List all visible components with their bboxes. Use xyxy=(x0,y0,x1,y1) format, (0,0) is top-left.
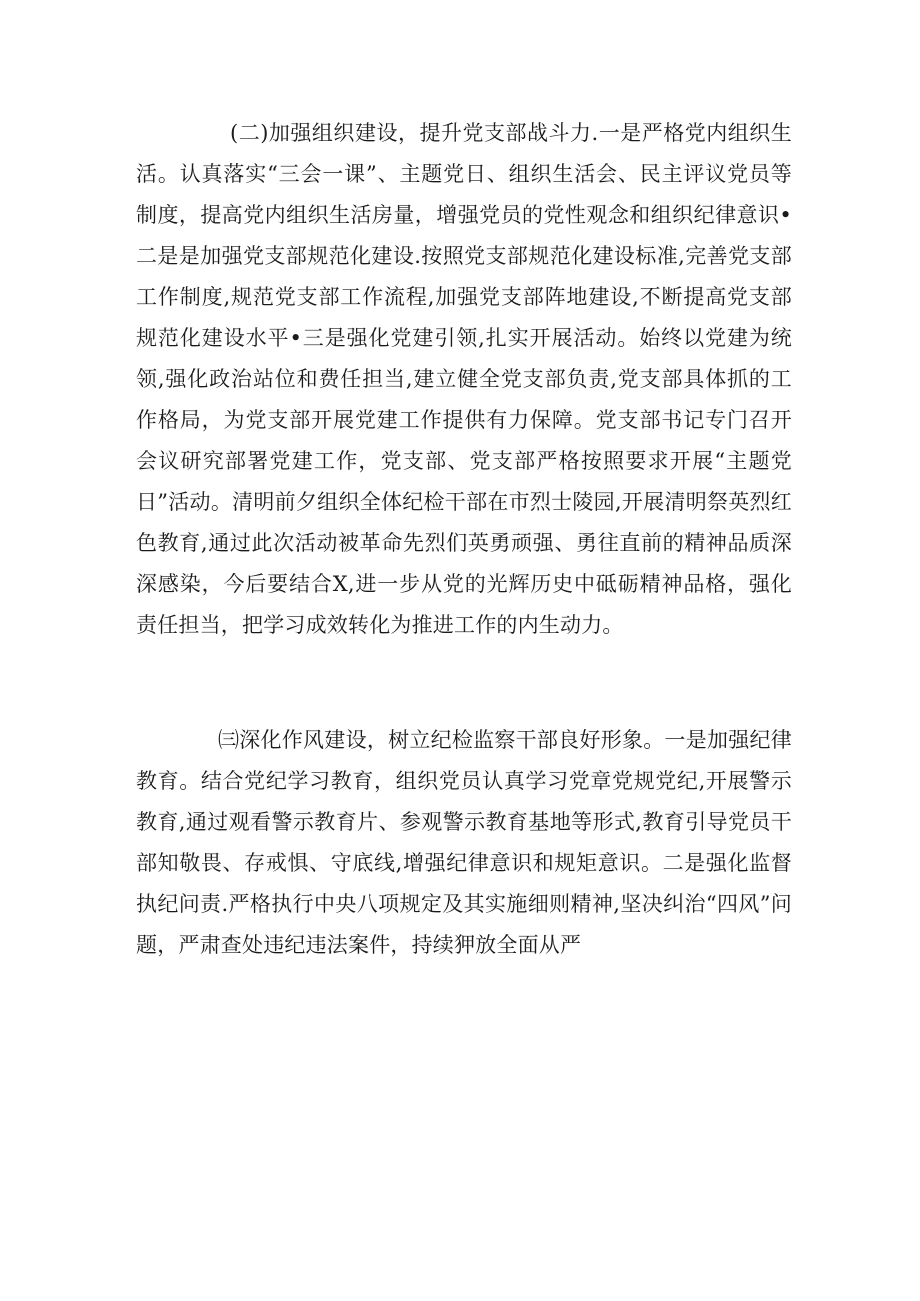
paragraph-organization-building: (二)加强组织建设，提升党支部战斗力.一是严格党内组织生活。认真落实“三会一课”、主题党日、组织生活会、民主评议党员等制度，提高党内组织生活房量，增强党员的党性观念和组织纪律意识•二是是加强党支部规范化建设.按照党支部规范化建设标准,完善党支部工作制度,规范党支部工作流程,加强党支部阵地建设,不断提高党支部规范化建设水平•三是强化党建引领,扎实开展活动。始终以党建为统领,强化政治站位和费任担当,建立健全党支部负责,党支部具体抓的工作格局，为党支部开展党建工作提供有力保障。党支部书记专门召开会议研究部署党建工作，党支部、党支部严格按照要求开展“主题党日”活动。清明前夕组织全体纪检干部在市烈士陵园,开展清明祭英烈红色教育,通过此次活动被革命先烈们英勇顽强、勇往直前的精神品质深深感染，今后要结合X,进一步从党的光辉历史中砥砺精神品格，强化责任担当，把学习成效转化为推进工作的内生动力。 xyxy=(136,121,792,637)
paragraph-work-style-building: ㈢深化作风建设，树立纪检监察干部良好形象。一是加强纪律教育。结合党纪学习教育，组织党员认真学习党章党规党纪,开展警示教育,通过观看警示教育片、参观警示教育基地等形式,教育引导党员干部知敬畏、存戒惧、守底线,增强纪律意识和规矩意识。二是强化监督执纪问责.严格执行中央八项规定及其实施细则精神,坚决纠治“四风”问题，严肃查处违纪违法案件，持续狎放全面从严 xyxy=(136,728,792,957)
